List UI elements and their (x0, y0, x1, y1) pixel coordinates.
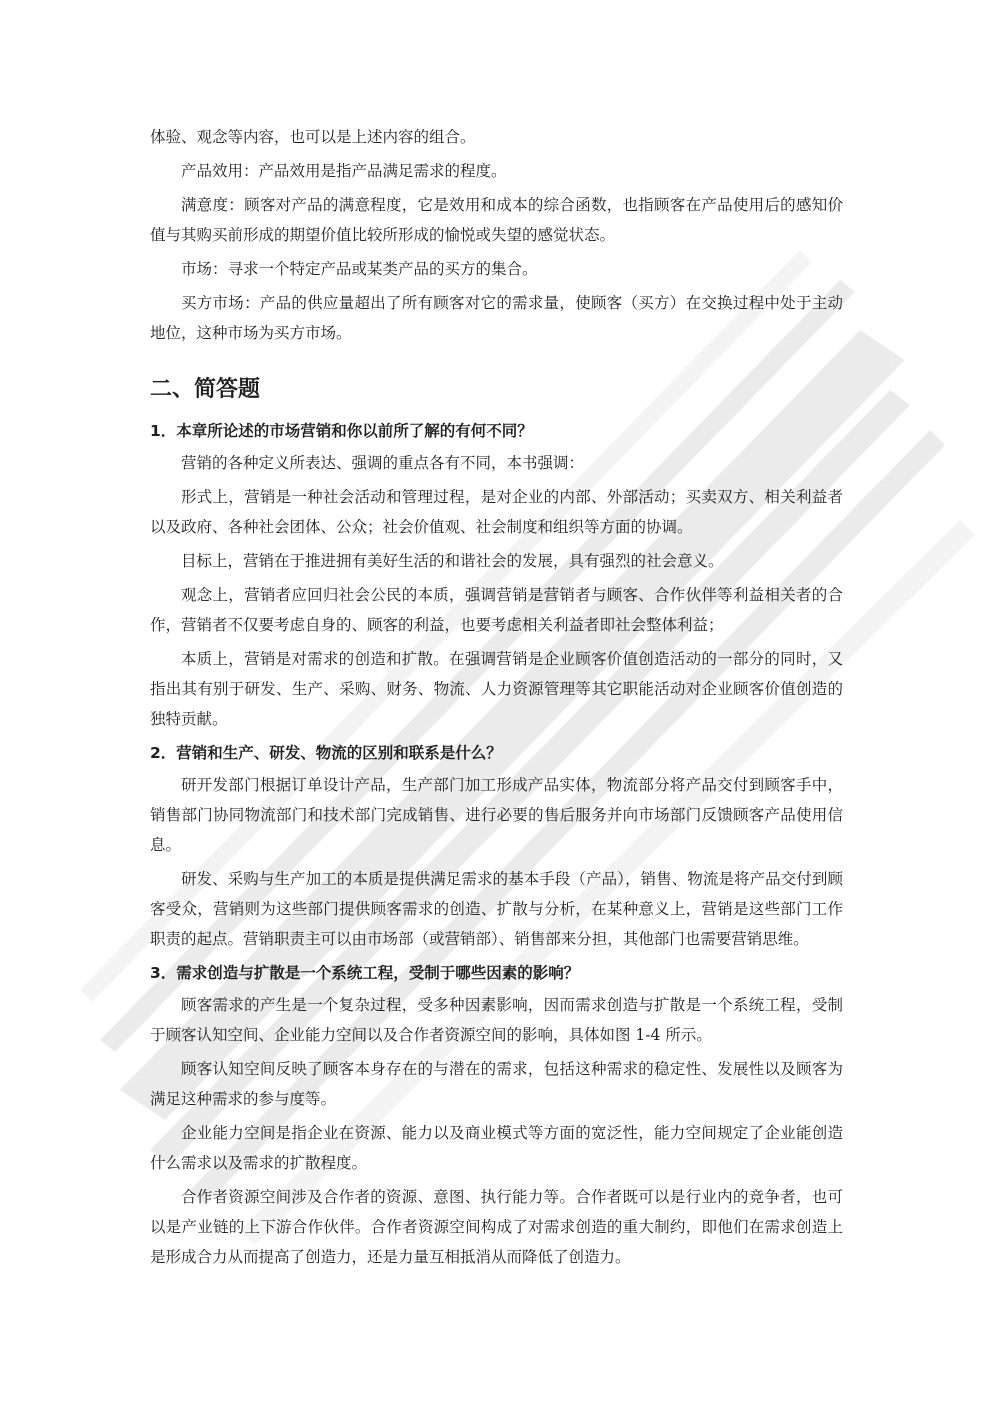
definition-text: 寻求一个特定产品或某类产品的买方的集合。 (227, 260, 538, 278)
definition-continuation (150, 122, 843, 152)
answer-paragraph: 合作者资源空间涉及合作者的资源、意图、执行能力等。合作者既可以是行业内的竞争者，也可以是产业链的上下游合作伙伴。合作者资源空间构成了对需求创造的重大制约，即他们在需求创造上是形成合力从而提高了创造力，还是力量互相抵消从而降低了创造力。 (150, 1188, 843, 1266)
definition-satisfaction (150, 190, 843, 250)
definition-product-utility (150, 156, 843, 186)
answer-paragraph: 顾客需求的产生是一个复杂过程，受多种因素影响，因而需求创造与扩散是一个系统工程，受制于顾客认知空间、企业能力空间以及合作者资源空间的影响，具体如图 1-4 所示。 (150, 996, 843, 1044)
definition-term: 市场： (181, 260, 228, 278)
definition-text: 产品效用是指产品满足需求的程度。 (258, 162, 507, 180)
answer-paragraph: 研开发部门根据订单设计产品，生产部门加工形成产品实体，物流部分将产品交付到顾客手中，销售部门协同物流部门和技术部门完成销售、进行必要的售后服务并向市场部门反馈顾客产品使用信息。 (150, 776, 843, 854)
answer-paragraph: 观念上，营销者应回归社会公民的本质，强调营销是营销者与顾客、合作伙伴等利益相关者的合作，营销者不仅要考虑自身的、顾客的利益，也要考虑相关利益者即社会整体利益； (150, 586, 843, 634)
question-title: 1．本章所论述的市场营销和你以前所了解的有何不同？ (150, 422, 533, 440)
answer-paragraph: 本质上，营销是对需求的创造和扩散。在强调营销是企业顾客价值创造活动的一部分的同时，又指出其有别于研发、生产、采购、财务、物流、人力资源管理等其它职能活动对企业顾客价值创造的独特贡献。 (150, 650, 843, 728)
question-title: 2．营销和生产、研发、物流的区别和联系是什么？ (150, 744, 502, 762)
answer-paragraph: 目标上，营销在于推进拥有美好生活的和谐社会的发展，具有强烈的社会意义。 (181, 552, 724, 570)
definition-term: 满意度： (181, 196, 245, 214)
definition-term: 买方市场： (181, 294, 260, 312)
answer-paragraph: 顾客认知空间反映了顾客本身存在的与潜在的需求，包括这种需求的稳定性、发展性以及顾客为满足这种需求的参与度等。 (150, 1060, 843, 1108)
definition-text: 体验、观念等内容，也可以是上述内容的组合。 (150, 128, 476, 146)
question-title: 3．需求创造与扩散是一个系统工程，受制于哪些因素的影响？ (150, 964, 580, 982)
definition-text: 产品的供应量超出了所有顾客对它的需求量，使顾客（买方）在交换过程中处于主动地位，这种市场为买方市场。 (150, 294, 843, 342)
document-body (150, 122, 843, 1276)
section-title: 二、简答题 (150, 377, 261, 402)
answer-paragraph: 形式上，营销是一种社会活动和管理过程，是对企业的内部、外部活动；买卖双方、相关利益者以及政府、各种社会团体、公众；社会价值观、社会制度和组织等方面的协调。 (150, 488, 843, 536)
definition-term: 产品效用： (181, 162, 259, 180)
definition-text: 顾客对产品的满意程度，它是效用和成本的综合函数，也指顾客在产品使用后的感知价值与其购买前形成的期望价值比较所形成的愉悦或失望的感觉状态。 (150, 196, 843, 244)
definition-buyers-market (150, 288, 843, 348)
definition-market (150, 254, 843, 284)
answer-paragraph: 企业能力空间是指企业在资源、能力以及商业模式等方面的宽泛性，能力空间规定了企业能创造什么需求以及需求的扩散程度。 (150, 1124, 843, 1172)
answer-paragraph: 营销的各种定义所表达、强调的重点各有不同，本书强调： (181, 454, 585, 472)
answer-paragraph: 研发、采购与生产加工的本质是提供满足需求的基本手段（产品），销售、物流是将产品交付到顾客受众，营销则为这些部门提供顾客需求的创造、扩散与分析，在某种意义上，营销是这些部门工作职责的起点。营销职责主可以由市场部（或营销部）、销售部来分担，其他部门也需要营销思维。 (150, 870, 843, 948)
